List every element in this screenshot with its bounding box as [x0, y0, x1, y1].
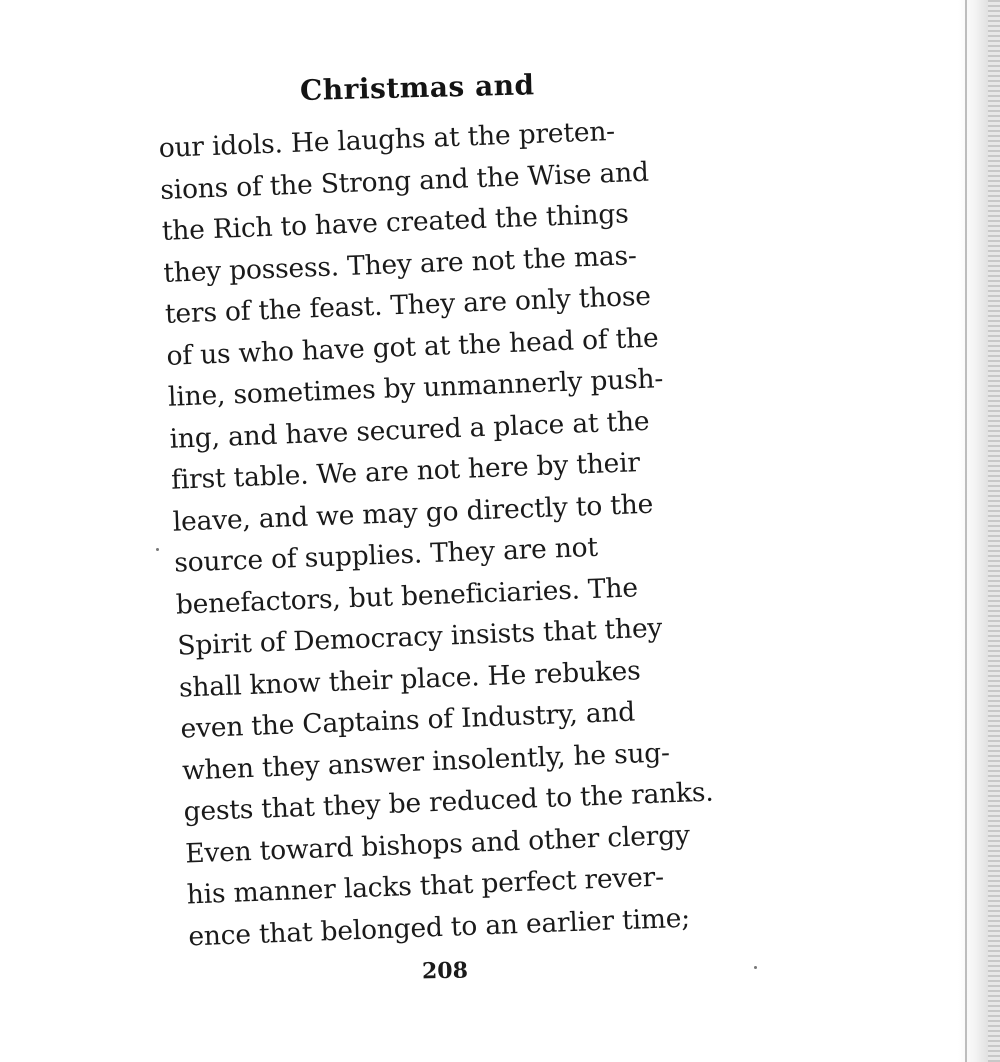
text-line: ence that belonged to an earlier time;	[187, 902, 691, 952]
text-line: benefactors, but beneficiaries. The	[175, 571, 639, 621]
text-line: even the Captains of Industry, and	[179, 696, 636, 745]
text-line: sions of the Strong and the Wise and	[159, 156, 650, 206]
page-number: 208	[421, 957, 469, 985]
text-line: ters of the feast. They are only those	[164, 280, 652, 330]
page-edge-line	[965, 0, 967, 1062]
print-speck	[754, 966, 757, 969]
text-line: our idols. He laughs at the preten-	[158, 115, 616, 164]
text-line: his manner lacks that perfect rever-	[186, 861, 665, 911]
text-line: line, sometimes by unmannerly push-	[167, 363, 664, 413]
text-line: when they answer insolently, he sug-	[181, 736, 671, 787]
text-line: they possess. They are not the mas-	[162, 239, 638, 289]
text-line: the Rich to have created the things	[161, 198, 630, 247]
text-line: shall know their place. He rebukes	[178, 654, 642, 704]
running-head: Christmas and	[299, 68, 535, 107]
text-line: Even toward bishops and other clergy	[184, 819, 691, 869]
body-text	[158, 107, 749, 957]
text-line: gests that they be reduced to the ranks.	[183, 776, 715, 828]
print-speck	[156, 548, 159, 551]
text-line: leave, and we may go directly to the	[172, 488, 654, 538]
page-edge-texture	[988, 0, 1000, 1062]
text-line: first table. We are not here by their	[170, 447, 641, 496]
text-line: source of supplies. They are not	[173, 531, 599, 579]
text-line: of us who have got at the head of the	[165, 321, 659, 372]
text-line: ing, and have secured a place at the	[169, 405, 650, 455]
text-line: Spirit of Democracy insists that they	[176, 612, 663, 662]
